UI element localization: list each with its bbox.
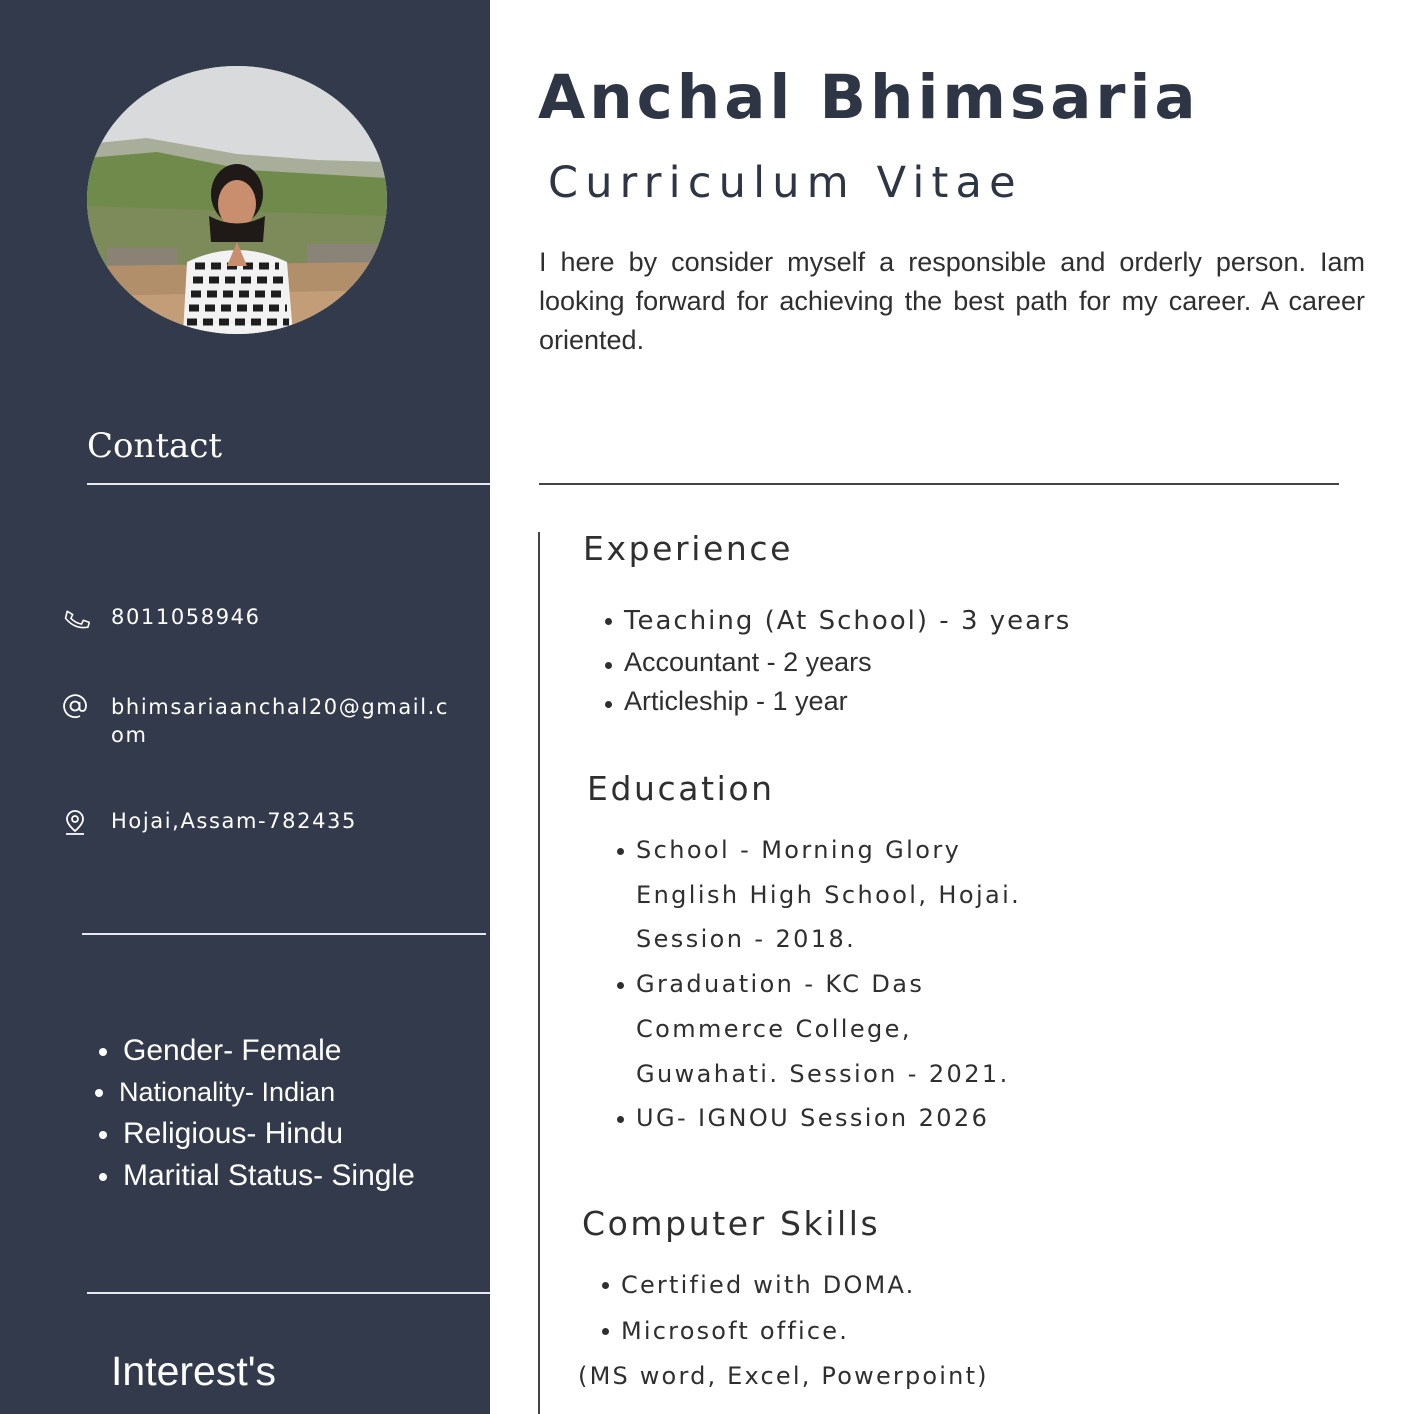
education-item: UG- IGNOU Session 2026 [615, 1096, 1056, 1141]
phone-number[interactable]: 8011058946 [111, 605, 261, 629]
contact-address [60, 807, 461, 837]
experience-item: Articleship - 1 year [603, 682, 1071, 721]
education-list [615, 828, 1056, 1141]
contact-heading: Contact [87, 426, 223, 466]
profile-photo-image [87, 66, 387, 334]
personal-religion: Religious- Hindu [95, 1112, 415, 1155]
candidate-name: Anchal Bhimsaria [538, 62, 1200, 133]
skill-item: Microsoft office. [600, 1308, 915, 1354]
profile-photo [87, 66, 387, 334]
interests-heading: Interest's [111, 1348, 277, 1394]
skill-item: Certified with DOMA. [600, 1262, 915, 1308]
experience-list [603, 599, 1071, 721]
computer-skills-heading: Computer Skills [582, 1204, 881, 1243]
personal-details-list [95, 1030, 415, 1197]
education-item: Graduation - KC Das Commerce College, Guwahati. Session - 2021. [615, 962, 1056, 1096]
header-divider [539, 483, 1339, 485]
profile-summary: I here by consider myself a responsible and orderly person. Iam looking forward for achieving the best path for my career. A career oriented. [539, 247, 1365, 355]
contact-email [60, 693, 461, 749]
document-subtitle: Curriculum Vitae [548, 158, 1023, 208]
at-icon [60, 693, 90, 723]
location-pin-icon [60, 807, 90, 837]
content-vertical-rule [538, 532, 540, 1414]
experience-item: Teaching (At School) - 3 years [603, 599, 1071, 643]
phone-icon [60, 603, 90, 633]
personal-gender: Gender- Female [95, 1030, 415, 1072]
education-heading: Education [587, 769, 775, 808]
skills-note: (MS word, Excel, Powerpoint) [578, 1362, 989, 1390]
email-address[interactable]: bhimsariaanchal20@gmail.com [111, 695, 450, 747]
sidebar [0, 0, 490, 1414]
personal-divider [82, 933, 486, 935]
experience-heading: Experience [583, 529, 794, 568]
address: Hojai,Assam-782435 [111, 809, 357, 833]
personal-marital-status: Maritial Status- Single [95, 1155, 415, 1197]
computer-skills-list [600, 1262, 915, 1354]
experience-item: Accountant - 2 years [603, 643, 1071, 682]
personal-nationality: Nationality- Indian [91, 1072, 415, 1112]
contact-divider [87, 483, 490, 485]
contact-phone [60, 603, 461, 633]
education-item: School - Morning Glory English High School, Hojai. Session - 2018. [615, 828, 1056, 962]
interests-divider [87, 1292, 490, 1294]
